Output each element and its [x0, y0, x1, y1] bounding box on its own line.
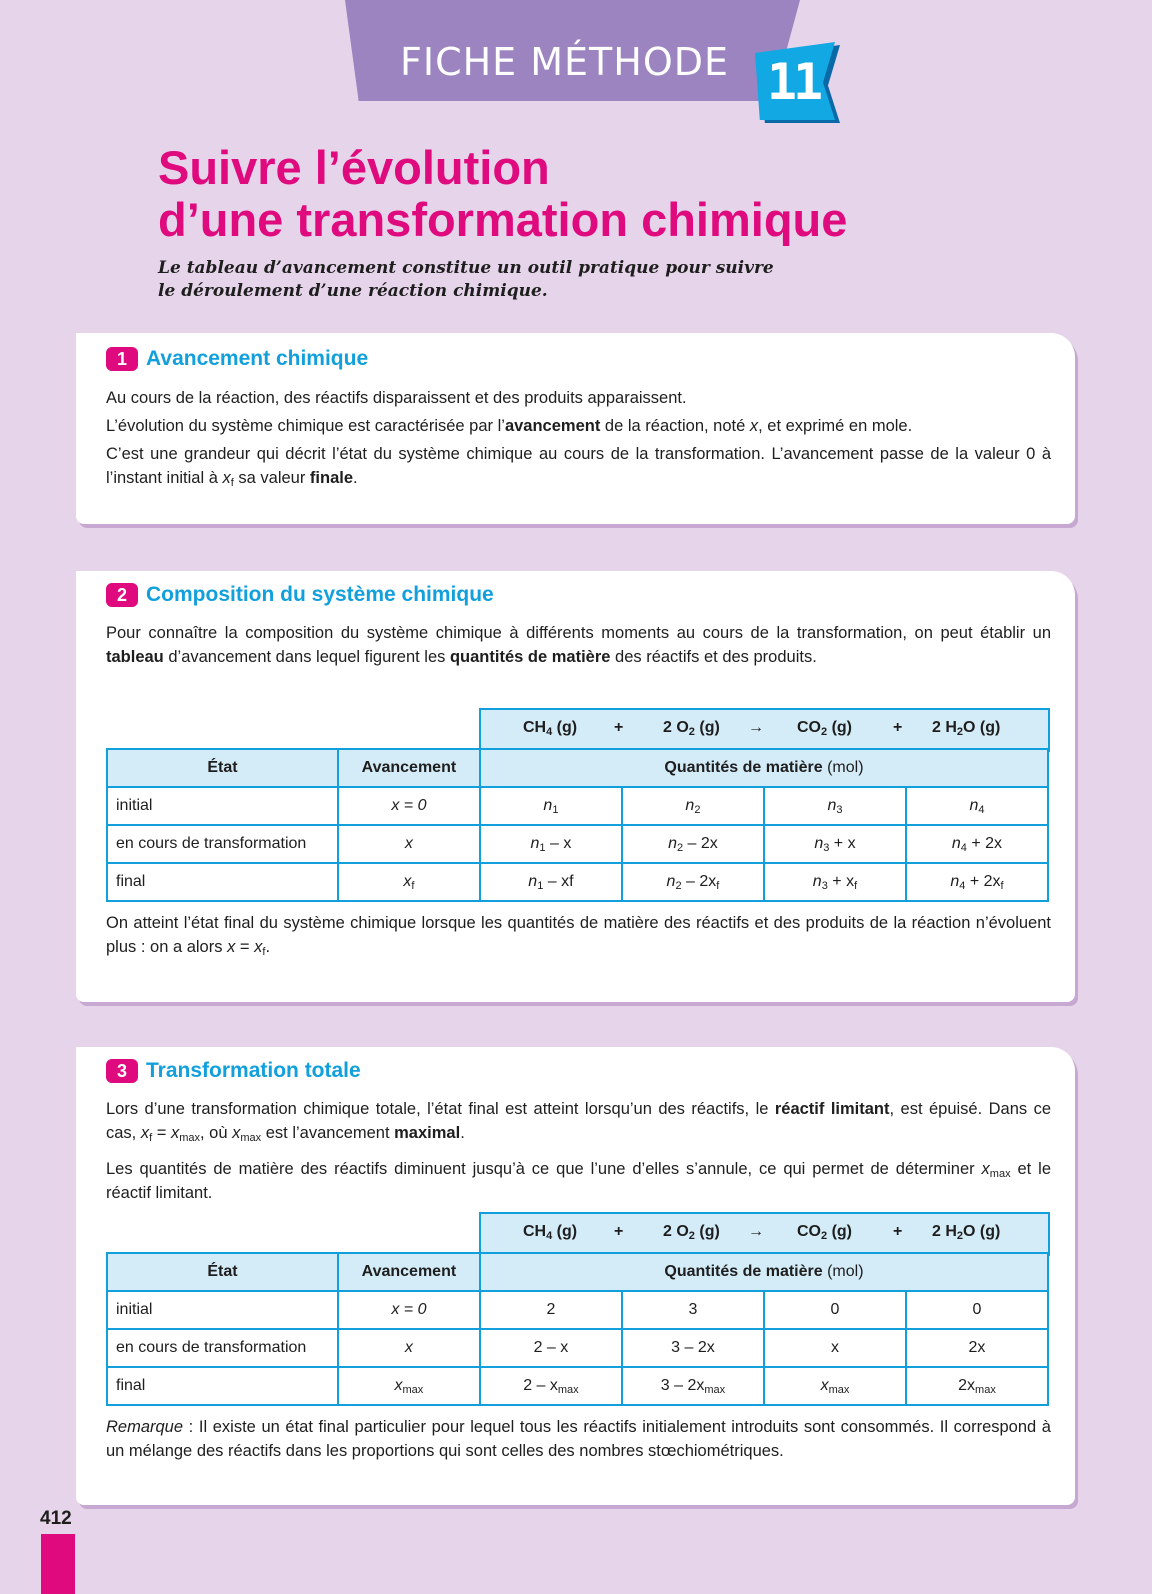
- qty-cell: $n_2$: [622, 787, 764, 825]
- section-title-3: Transformation totale: [146, 1059, 361, 1082]
- qty-cell: $n_1$ – x: [480, 825, 622, 863]
- section-header-2: [106, 583, 494, 607]
- qty-cell: $n_3 + x_f$: [764, 863, 906, 901]
- product-co2: $CO_2$ (g): [797, 1223, 852, 1242]
- qty-cell: $n_2 - 2x_f$: [622, 863, 764, 901]
- qty-cell: 2 – x: [480, 1329, 622, 1367]
- product-h2o: 2 $H_2O$ (g): [932, 1223, 1001, 1242]
- subtitle-line-1: Le tableau d’avancement constitue un outil pratique pour suivre: [158, 258, 774, 278]
- adv-cell: $x_f$: [338, 863, 480, 901]
- qty-cell: $n_3$: [764, 787, 906, 825]
- reaction-arrow: →: [748, 1223, 764, 1240]
- plus-sign: +: [614, 719, 624, 736]
- section1-paragraph-3: C’est une grandeur qui décrit l’état du système chimique au cours de la transformation. L’avancement passe de la valeur 0 à l’instant initial à $x_f$ sa valeur finale.: [106, 445, 1051, 489]
- title-line-2: d’une transformation chimique: [158, 193, 848, 246]
- header-quantities: Quantités de matière (mol): [480, 1253, 1048, 1291]
- qty-cell: 2x: [906, 1329, 1048, 1367]
- section1-paragraph-2: L’évolution du système chimique est caractérisée par l’avancement de la réaction, noté x, et exprimé en mole.: [106, 417, 913, 435]
- section-card-1: [76, 333, 1075, 524]
- qty-cell: 0: [906, 1291, 1048, 1329]
- adv-cell: $x_{max}$: [338, 1367, 480, 1405]
- title-line-1: Suivre l’évolution: [158, 141, 550, 194]
- table-row: [107, 863, 1048, 901]
- table-row: [107, 1367, 1048, 1405]
- product-h2o: 2 $H_2O$ (g): [932, 719, 1001, 738]
- header-state: État: [107, 749, 338, 787]
- header-label: FICHE MÉTHODE: [400, 40, 730, 84]
- section-card-3: [76, 1047, 1075, 1505]
- table-header-row: [107, 749, 1048, 787]
- subtitle: [158, 257, 774, 303]
- method-number: 11: [766, 53, 820, 111]
- section3-remark: Remarque : Il existe un état final particulier pour lequel tous les réactifs initialement introduits sont consommés. Il correspond à un mélange des réactifs dans les proportions qui sont celles des nombres stœchiométriques.: [106, 1418, 1051, 1460]
- qty-cell: 3 – 2x: [622, 1329, 764, 1367]
- reaction-arrow: →: [748, 719, 764, 736]
- row-label: initial: [107, 1291, 338, 1329]
- qty-cell: 3: [622, 1291, 764, 1329]
- row-label: final: [107, 863, 338, 901]
- section3-paragraph-2: Les quantités de matière des réactifs diminuent jusqu’à ce que l’une d’elles s’annule, ce qui permet de déterminer $x_{max}$ et le réactif limitant.: [106, 1160, 1051, 1202]
- advancement-table-2: [106, 1252, 1049, 1406]
- row-label: initial: [107, 787, 338, 825]
- section-header-3: [106, 1059, 361, 1083]
- section-number-1: 1: [106, 347, 138, 371]
- section-number-2: 2: [106, 583, 138, 607]
- qty-cell: $n_1$ – xf: [480, 863, 622, 901]
- qty-cell: $n_3 + x$: [764, 825, 906, 863]
- reactant-ch4: $CH_4$ (g): [523, 719, 578, 738]
- section3-paragraph-1: Lors d’une transformation chimique totale, l’état final est atteint lorsqu’un des réactifs, le réactif limitant, est épuisé. Dans ce cas, $x_f = x_{max}$, où $x_{max}$ est l’avancement maximal.: [106, 1100, 1051, 1144]
- adv-cell: x: [338, 1329, 480, 1367]
- table-header-row: [107, 1253, 1048, 1291]
- section-title-2: Composition du système chimique: [146, 583, 494, 606]
- section-number-3: 3: [106, 1059, 138, 1083]
- section-header-1: [106, 347, 368, 371]
- reactant-o2: 2 $O_2$ (g): [663, 719, 720, 738]
- header-advancement: Avancement: [338, 749, 480, 787]
- qty-cell: $n_4$: [906, 787, 1048, 825]
- qty-cell: 0: [764, 1291, 906, 1329]
- adv-cell: x = 0: [338, 787, 480, 825]
- plus-sign: +: [893, 1223, 903, 1240]
- qty-cell: $2 - x_{max}$: [480, 1367, 622, 1405]
- plus-sign: +: [893, 719, 903, 736]
- header-advancement: Avancement: [338, 1253, 480, 1291]
- qty-cell: $n_4 + 2x_f$: [906, 863, 1048, 901]
- qty-cell: $3 - 2x_{max}$: [622, 1367, 764, 1405]
- advancement-table-1: [106, 748, 1049, 902]
- section2-paragraph-2: On atteint l’état final du système chimique lorsque les quantités de matière des réactifs et des produits de la réaction n’évoluent plus : on a alors $x = x_f$.: [106, 914, 1051, 958]
- qty-cell: $n_1$: [480, 787, 622, 825]
- product-co2: $CO_2$ (g): [797, 719, 852, 738]
- table-row: [107, 1291, 1048, 1329]
- row-label: en cours de transformation: [107, 1329, 338, 1367]
- section-card-2: [76, 571, 1075, 1002]
- qty-cell: $n_2 - 2x$: [622, 825, 764, 863]
- reactant-o2: 2 $O_2$ (g): [663, 1223, 720, 1242]
- table-row: [107, 825, 1048, 863]
- plus-sign: +: [614, 1223, 624, 1240]
- equation-row-1: [479, 708, 1050, 752]
- subtitle-line-2: le déroulement d’une réaction chimique.: [158, 281, 548, 301]
- section-title-1: Avancement chimique: [146, 347, 369, 370]
- table-row: [107, 1329, 1048, 1367]
- adv-cell: x = 0: [338, 1291, 480, 1329]
- qty-cell: 2: [480, 1291, 622, 1329]
- header-state: État: [107, 1253, 338, 1291]
- row-label: en cours de transformation: [107, 825, 338, 863]
- equation-row-2: [479, 1212, 1050, 1256]
- qty-cell: $n_4 + 2x$: [906, 825, 1048, 863]
- reactant-ch4: $CH_4$ (g): [523, 1223, 578, 1242]
- section1-paragraph-1: Au cours de la réaction, des réactifs disparaissent et des produits apparaissent.: [106, 389, 687, 407]
- adv-cell: x: [338, 825, 480, 863]
- page-title: [158, 142, 847, 246]
- qty-cell: $x_{max}$: [764, 1367, 906, 1405]
- page-tab-marker: [41, 1534, 75, 1594]
- qty-cell: $2x_{max}$: [906, 1367, 1048, 1405]
- section2-paragraph-1: Pour connaître la composition du système chimique à différents moments au cours de la transformation, on peut établir un tableau d’avancement dans lequel figurent les quantités de matière des réactifs et des produits.: [106, 624, 1051, 666]
- qty-cell: x: [764, 1329, 906, 1367]
- header-quantities: Quantités de matière (mol): [480, 749, 1048, 787]
- table-row: [107, 787, 1048, 825]
- row-label: final: [107, 1367, 338, 1405]
- page-number: 412: [40, 1508, 72, 1529]
